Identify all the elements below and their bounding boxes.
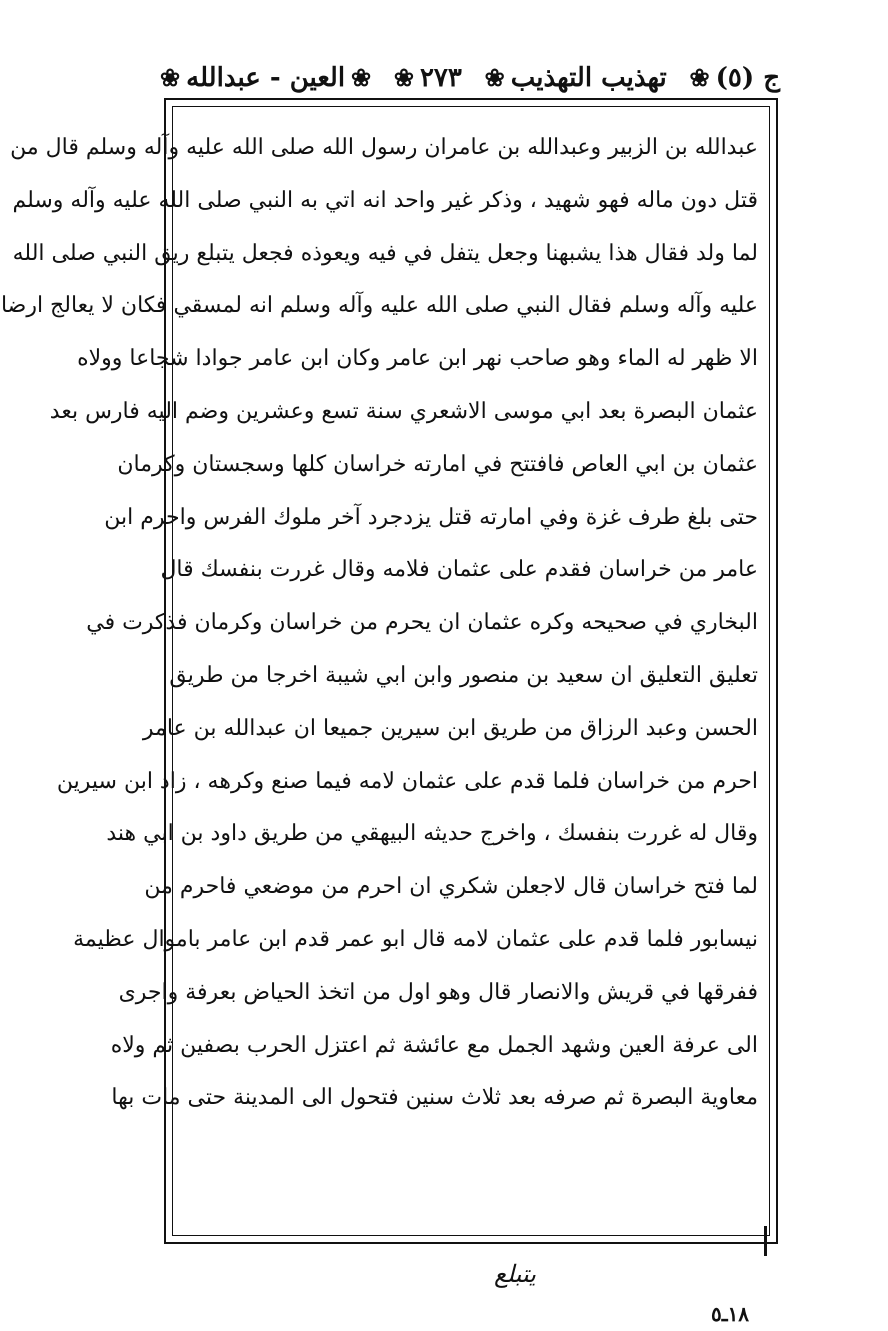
header-volume-segment (689, 63, 780, 93)
text-line: نيسابور فلما قدم على عثمان لامه قال ابو عمر قدم ابن عامر باموال عظيمة (73, 926, 758, 952)
text-line: البخاري في صحيحه وكره عثمان ان يحرم من خراسان وكرمان فذكرت في (86, 610, 758, 636)
frame-tick-mark (764, 1226, 767, 1256)
footer-page-number: ١٨ـ٥ (710, 1302, 750, 1326)
text-line: احرم من خراسان فلما قدم على عثمان لامه فيما صنع وكرهه ، زاد ابن سيرين (56, 768, 758, 794)
text-line: لما ولد فقال هذا يشبهنا وجعل يتفل في فيه ويعوذه فجعل يتبلع ريق النبي صلى الله (12, 240, 758, 266)
text-line: تعليق التعليق ان سعيد بن منصور وابن ابي شيبة اخرجا من طريق (169, 662, 758, 688)
text-line: حتى بلغ طرف غزة وفي امارته قتل يزدجرد آخر ملوك الفرس واحرم ابن (104, 504, 758, 530)
header-page-segment (394, 63, 462, 93)
body-text (0, 122, 758, 1232)
text-line: معاوية البصرة ثم صرفه بعد ثلاث سنين فتحول الى المدينة حتى مات بها (111, 1085, 758, 1111)
text-line: عبدالله بن الزبير وعبدالله بن عامران رسول الله صلى الله عليه وآله وسلم قال من (10, 135, 758, 160)
text-line: ففرقها في قريش والانصار قال وهو اول من اتخذ الحياض بعرفة واجرى (118, 979, 758, 1005)
text-line: وقال له غررت بنفسك ، واخرج حديثه البيهقي من طريق داود بن ابي هند (106, 821, 758, 847)
text-line: الا ظهر له الماء وهو صاحب نهر ابن عامر وكان ابن عامر جوادا شجاعا وولاه (77, 346, 758, 372)
header-page-number: ٢٧٣ (419, 63, 462, 93)
text-line: قتل دون ماله فهو شهيد ، وذكر غير واحد انه اتي به النبي صلى الله عليه وآله وسلم (12, 187, 758, 213)
text-line: عثمان البصرة بعد ابي موسى الاشعري سنة تسع وعشرين وضم اليه فارس بعد (49, 398, 758, 424)
text-line: لما فتح خراسان قال لاجعلن شكري ان احرم من موضعي فاحرم من (144, 874, 758, 900)
text-line: الى عرفة العين وشهد الجمل مع عائشة ثم اعتزل الحرب بصفين ثم ولاه (110, 1032, 758, 1058)
header-book-title: تهذيب التهذيب (510, 63, 667, 93)
ornament-icon: ❀ (351, 63, 372, 92)
ornament-icon: ❀ (393, 63, 414, 92)
ornament-icon: ❀ (160, 63, 181, 92)
header-entry-segment (160, 63, 371, 93)
ornament-icon: ❀ (689, 63, 710, 92)
ornament-icon: ❀ (484, 63, 505, 92)
text-line: الحسن وعبد الرزاق من طريق ابن سيرين جميعا ان عبدالله بن عامر (142, 715, 758, 741)
running-header (160, 58, 780, 98)
header-volume: ج (٥) (715, 63, 780, 93)
header-title-segment (485, 63, 667, 93)
header-entry: العين - عبدالله (186, 63, 346, 93)
text-line: عامر من خراسان فقدم على عثمان فلامه وقال غررت بنفسك قال (160, 557, 758, 583)
footnote: يتبلع (494, 1260, 536, 1288)
text-line: عثمان بن ابي العاص فافتتح في امارته خراسان كلها وسجستان وكرمان (117, 451, 758, 477)
text-line: عليه وآله وسلم فقال النبي صلى الله عليه وآله وسلم انه لمسقي فكان لا يعالج ارضا (0, 293, 758, 319)
